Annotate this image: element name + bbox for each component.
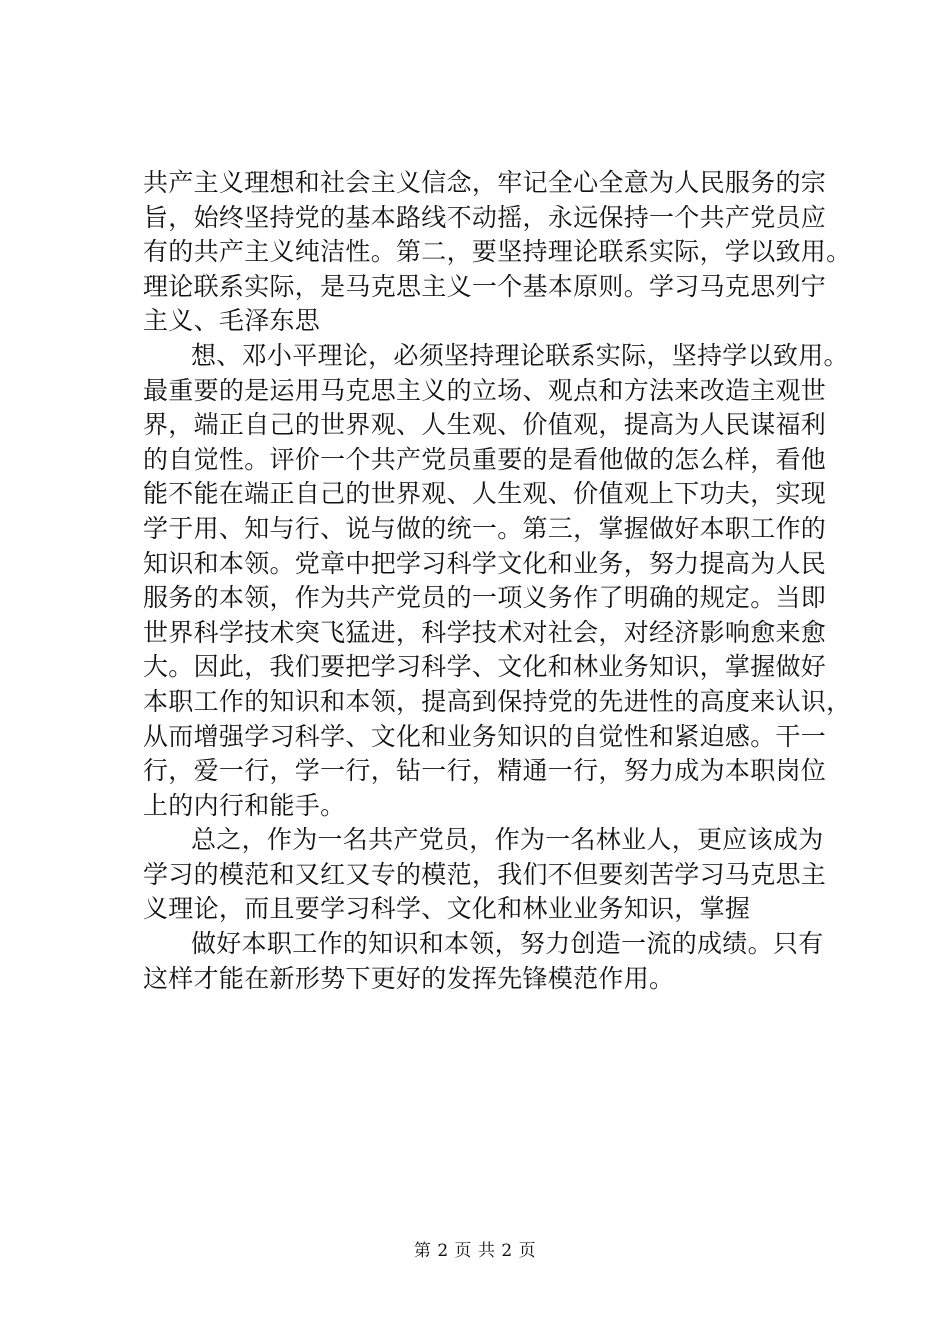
text-line: 这样才能在新形势下更好的发挥先锋模范作用。 [143, 963, 675, 993]
text-line: 学于用、知与行、说与做的统一。第三，掌握做好本职工作的 [143, 513, 827, 543]
text-line: 知识和本领。党章中把学习科学文化和业务，努力提高为人民 [143, 548, 827, 578]
text-line: 服务的本领，作为共产党员的一项义务作了明确的规定。当即 [143, 583, 827, 613]
text-line: 上的内行和能手。 [143, 790, 346, 820]
text-line: 有的共产主义纯洁性。第二，要坚持理论联系实际，学以致用。 [143, 237, 852, 267]
text-line: 能不能在端正自己的世界观、人生观、价值观上下功夫，实现 [143, 479, 827, 509]
text-line: 总之，作为一名共产党员，作为一名林业人，更应该成为 [191, 825, 824, 855]
text-line: 义理论，而且要学习科学、文化和林业业务知识，掌握 [143, 894, 751, 924]
text-line: 做好本职工作的知识和本领，努力创造一流的成绩。只有 [191, 929, 824, 959]
text-line: 学习的模范和又红又专的模范，我们不但要刻苦学习马克思主 [143, 859, 827, 889]
text-line: 界，端正自己的世界观、人生观、价值观，提高为人民谋福利 [143, 410, 827, 440]
text-line: 共产主义理想和社会主义信念，牢记全心全意为人民服务的宗 [143, 168, 827, 197]
text-line: 行，爱一行，学一行，钻一行，精通一行，努力成为本职岗位 [143, 756, 827, 786]
page-footer: 第 2 页 共 2 页 [413, 1241, 537, 1261]
text-line: 本职工作的知识和本领，提高到保持党的先进性的高度来认识， [143, 686, 852, 716]
text-line: 从而增强学习科学、文化和业务知识的自觉性和紧迫感。干一 [143, 721, 827, 751]
text-line: 最重要的是运用马克思主义的立场、观点和方法来改造主观世 [143, 375, 827, 405]
text-line: 的自觉性。评价一个共产党员重要的是看他做的怎么样，看他 [143, 444, 827, 474]
text-line: 主义、毛泽东思 [143, 306, 321, 336]
text-line: 理论联系实际，是马克思主义一个基本原则。学习马克思列宁 [143, 271, 827, 301]
text-line: 旨，始终坚持党的基本路线不动摇，永远保持一个共产党员应 [143, 202, 827, 232]
text-line: 世界科学技术突飞猛进，科学技术对社会，对经济影响愈来愈 [143, 617, 827, 647]
body-text [143, 166, 852, 996]
text-line: 大。因此，我们要把学习科学、文化和林业务知识，掌握做好 [143, 652, 827, 682]
text-line: 想、邓小平理论，必须坚持理论联系实际，坚持学以致用。 [191, 340, 849, 370]
